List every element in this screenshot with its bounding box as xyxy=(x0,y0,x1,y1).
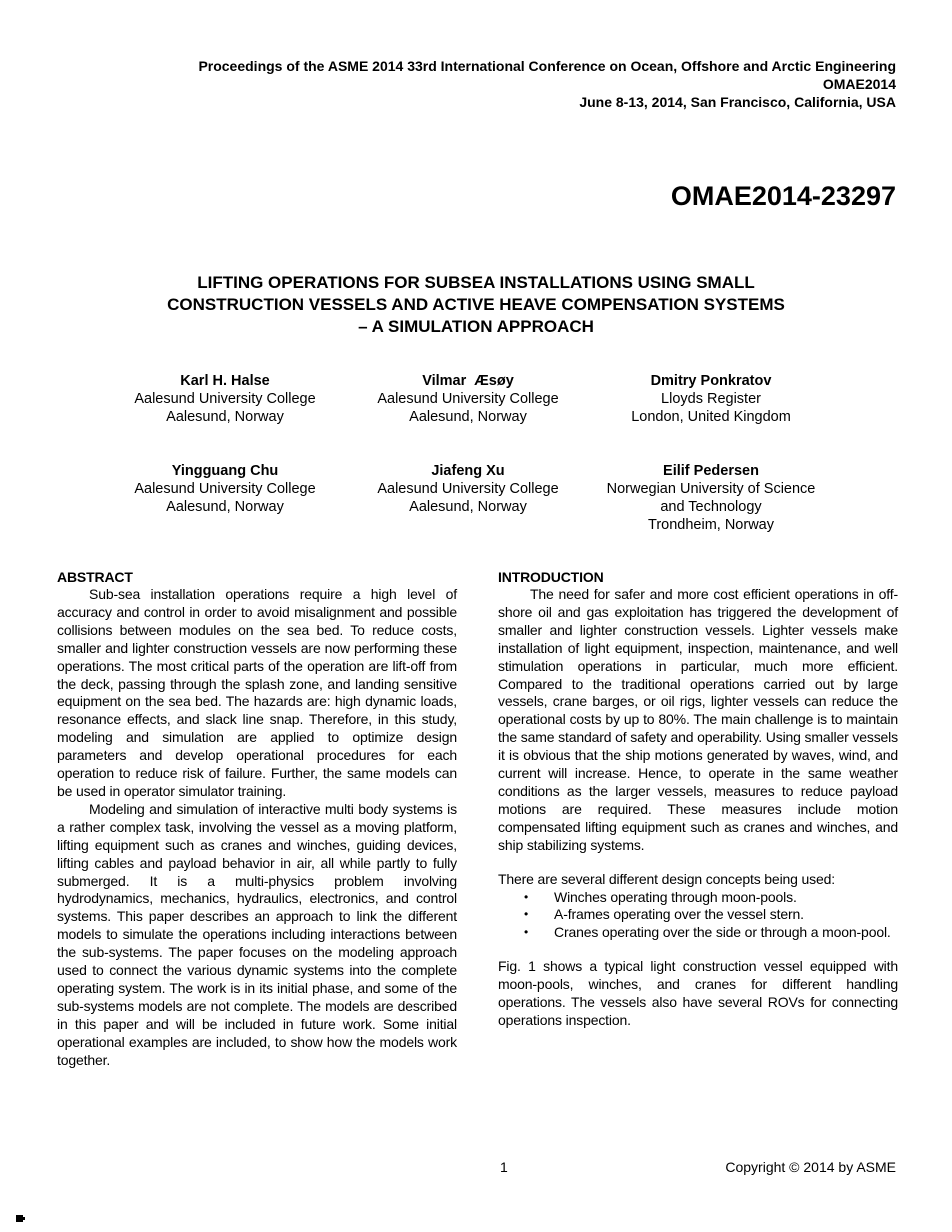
author-affiliation: Aalesund University College xyxy=(134,481,316,497)
author-block xyxy=(581,462,841,534)
design-concepts-list xyxy=(498,889,898,943)
author-block xyxy=(105,462,345,516)
conference-code: OMAE2014 xyxy=(822,76,896,92)
bullet-icon: • xyxy=(524,889,529,904)
list-item xyxy=(498,889,898,907)
title-line: LIFTING OPERATIONS FOR SUBSEA INSTALLATIONS USING SMALL xyxy=(197,273,755,292)
author-location: Aalesund, Norway xyxy=(409,409,527,425)
author-name: Yingguang Chu xyxy=(171,463,279,479)
paper-id: OMAE2014-23297 xyxy=(670,181,896,211)
author-block xyxy=(105,372,345,426)
author-block xyxy=(348,372,588,426)
list-item xyxy=(498,906,898,924)
author-affiliation: and Technology xyxy=(660,499,762,515)
list-item-text: Cranes operating over the side or through a moon-pool. xyxy=(554,924,891,941)
copyright-notice: Copyright © 2014 by ASME xyxy=(725,1159,896,1175)
proceedings-header xyxy=(198,57,896,111)
introduction-section xyxy=(498,568,898,1030)
author-name: Dmitry Ponkratov xyxy=(650,373,772,389)
author-block xyxy=(591,372,831,426)
author-name: Jiafeng Xu xyxy=(431,463,505,479)
proceedings-line: Proceedings of the ASME 2014 33rd International Conference on Ocean, Offshore and Arctic Engineering xyxy=(198,58,896,74)
page-number: 1 xyxy=(500,1159,508,1175)
corner-mark-icon xyxy=(16,1214,25,1223)
abstract-paragraph: Modeling and simulation of interactive multi body systems is a rather complex task, involving the vessel as a moving platform, lifting equipment such as cranes and winches, guiding devices, lifting cables and payload behavior in air, all while partly to fully submerged. It is a multi-physics problem involving hydrodynamics, mechanics, hydraulics, electronics, and control systems. This paper describes an approach to link the different models to simulate the operations including interactions between the sub-systems. The paper focuses on the modeling approach used to connect the various dynamic systems into the complete operating system. The work is in its initial phase, and some of the sub-systems models are not complete. The models are described in this paper and will be included in future work. Some initial operational examples are included, to show how the models work together. xyxy=(57,800,457,1068)
abstract-paragraph: Sub-sea installation operations require a high level of accuracy and control in order to avoid misalignment and possible collisions between modules on the sea bed. To reduce costs, smaller and lighter construction vessels are now performing these operations. The most critical parts of the operation are lift-off from the deck, passing through the splash zone, and landing sensitive equipment on the sea bed. The hazards are: high dynamic loads, resonance effects, and slack line snap. Therefore, in this study, modeling and simulation are applied to optimize design parameters and develop operational procedures for each operation to reduce risk of failure. Further, the same models can be used in operator simulator training. xyxy=(57,586,457,799)
title-line: – A SIMULATION APPROACH xyxy=(358,317,594,336)
list-item-text: A-frames operating over the vessel stern. xyxy=(554,906,804,923)
bullet-icon: • xyxy=(524,907,529,922)
abstract-section xyxy=(57,568,457,1069)
title-line: CONSTRUCTION VESSELS AND ACTIVE HEAVE COMPENSATION SYSTEMS xyxy=(167,295,785,314)
author-location: Aalesund, Norway xyxy=(166,409,284,425)
author-affiliation: Aalesund University College xyxy=(377,481,559,497)
introduction-paragraph: There are several different design concepts being used: xyxy=(498,870,836,887)
author-affiliation: Norwegian University of Science xyxy=(606,481,816,497)
author-location: Aalesund, Norway xyxy=(166,499,284,515)
introduction-heading: INTRODUCTION xyxy=(498,569,604,585)
abstract-heading: ABSTRACT xyxy=(57,569,133,585)
conference-date-location: June 8-13, 2014, San Francisco, California, USA xyxy=(579,94,896,110)
author-name: Vilmar Æsøy xyxy=(422,373,514,389)
author-affiliation: Aalesund University College xyxy=(134,391,316,407)
introduction-paragraph: The need for safer and more cost efficient operations in off-shore oil and gas exploitation has triggered the development of smaller and lighter construction vessels. Lighter vessels make installation of light equipment, inspection, maintenance, and well stimulation operations in particular, much more efficient. Compared to the traditional operations carried out by large vessels, crane barges, or oil rigs, lighter vessels can reduce the operational costs by up to 80%. The main challenge is to maintain the same standard of safety and operability. Using smaller vessels it is obvious that the ship motions generated by waves, wind, and current will increase. Hence, to operate in the same weather conditions as the larger vessels, measures to reduce payload motions are required. These measures include motion compensated lifting equipment such as cranes and winches, and ship stabilizing systems. xyxy=(498,586,898,853)
author-block xyxy=(348,462,588,516)
author-name: Karl H. Halse xyxy=(180,373,270,389)
list-item-text: Winches operating through moon-pools. xyxy=(554,888,797,905)
author-location: Trondheim, Norway xyxy=(648,517,774,533)
author-affiliation: Aalesund University College xyxy=(377,391,559,407)
paper-title xyxy=(56,272,896,338)
author-name: Eilif Pedersen xyxy=(663,463,759,479)
author-location: Aalesund, Norway xyxy=(409,499,527,515)
author-location: London, United Kingdom xyxy=(631,409,791,425)
introduction-paragraph: Fig. 1 shows a typical light construction vessel equipped with moon-pools, winches, and cranes for different handling operations. The vessels also have several ROVs for connecting operations inspection. xyxy=(498,958,898,1028)
list-item xyxy=(498,924,898,942)
author-affiliation: Lloyds Register xyxy=(661,391,761,407)
bullet-icon: • xyxy=(524,925,529,940)
